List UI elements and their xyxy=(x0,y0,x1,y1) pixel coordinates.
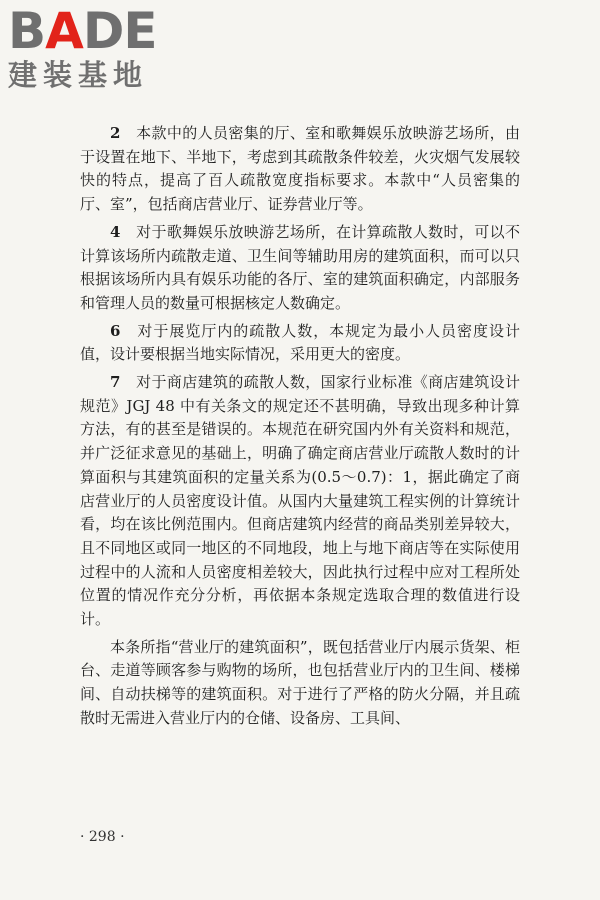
paragraph-text: 对于歌舞娱乐放映游艺场所，在计算疏散人数时，可以不计算该场所内疏散走道、卫生间等辅助用房的建筑面积，而可以只根据该场所内具有娱乐功能的各厅、室的建筑面积确定，内部服务和管理人员的数量可根据核定人数确定。 xyxy=(80,222,520,312)
page-number: · 298 · xyxy=(80,829,125,845)
paragraph-continuation xyxy=(80,636,520,731)
item-number: 2 xyxy=(110,124,121,142)
logo-letters-de: DE xyxy=(82,2,157,60)
document-body xyxy=(80,122,520,731)
logo-letter-b: B xyxy=(8,2,46,60)
paragraph-item-4 xyxy=(80,221,520,316)
paragraph-text: 对于商店建筑的疏散人数，国家行业标准《商店建筑设计规范》JGJ 48 中有关条文的规定还不甚明确，导致出现多种计算方法，有的甚至是错误的。本规范在研究国内外有关资料和规范，并广泛征求意见的基础上，明确了确定商店营业厅疏散人数时的计算面积与其建筑面积的定量关系为(0.5～0.7)：1，据此确定了商店营业厅的人员密度设计值。从国内大量建筑工程实例的计算统计看，均在该比例范围内。但商店建筑内经营的商品类别差异较大，且不同地区或同一地区的不同地段，地上与地下商店等在实际使用过程中的人流和人员密度相差较大，因此执行过程中应对工程所处位置的情况作充分分析，再依据本条规定选取合理的数值进行设计。 xyxy=(80,373,520,629)
paragraph-text: 对于展览厅内的疏散人数，本规定为最小人员密度设计值，设计要根据当地实际情况，采用更大的密度。 xyxy=(80,321,520,364)
paragraph-text: 本款中的人员密集的厅、室和歌舞娱乐放映游艺场所，由于设置在地下、半地下，考虑到其疏散条件较差，火灾烟气发展较快的特点，提高了百人疏散宽度指标要求。本款中“人员密集的厅、室”，包括商店营业厅、证券营业厅等。 xyxy=(80,124,520,214)
bade-logo xyxy=(8,2,188,92)
item-number: 4 xyxy=(110,222,121,241)
paragraph-item-7 xyxy=(80,371,520,632)
logo-letter-a: A xyxy=(45,2,83,60)
logo-subtitle: 建装基地 xyxy=(8,58,149,92)
paragraph-text: 本条所指“营业厅的建筑面积”，既包括营业厅内展示货架、柜台、走道等顾客参与购物的场所，也包括营业厅内的卫生间、楼梯间、自动扶梯等的建筑面积。对于进行了严格的防火分隔，并且疏散时无需进入营业厅内的仓储、设备房、工具间、 xyxy=(80,637,520,727)
paragraph-item-2 xyxy=(80,122,520,217)
item-number: 6 xyxy=(110,321,121,340)
logo-wordmark xyxy=(8,2,188,60)
paragraph-item-6 xyxy=(80,320,520,367)
item-number: 7 xyxy=(110,373,121,392)
